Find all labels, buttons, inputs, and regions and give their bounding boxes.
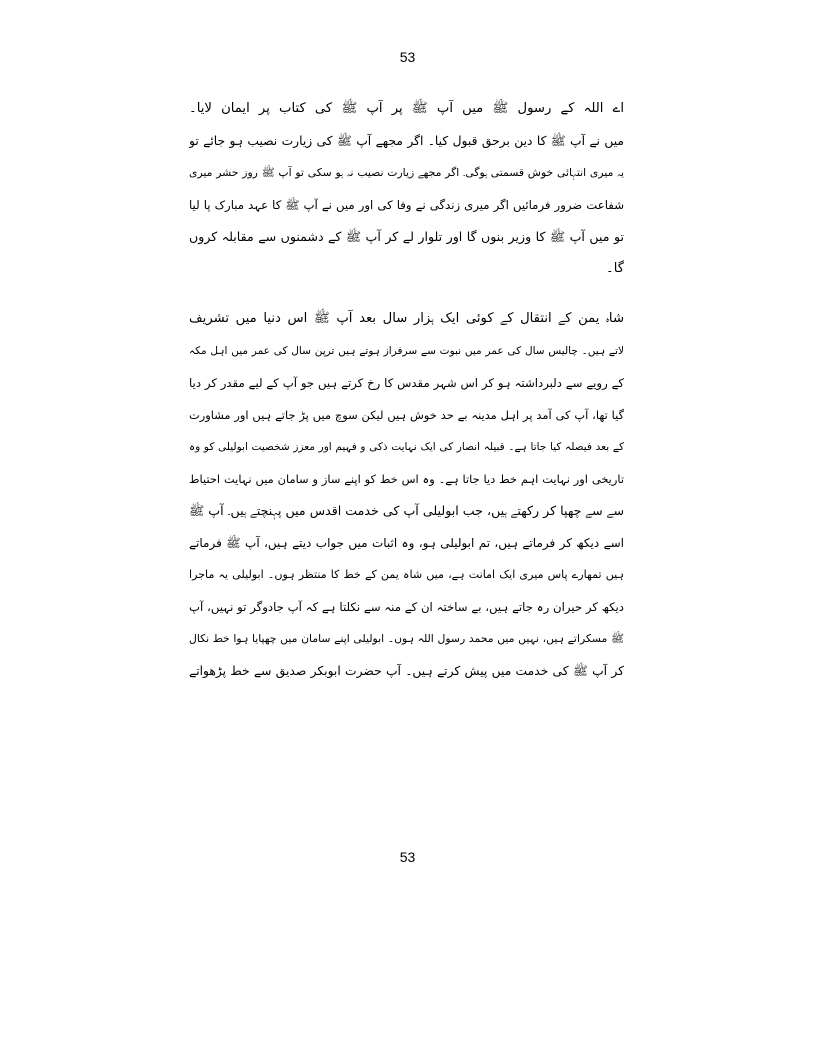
page-number-top: 53	[399, 49, 416, 65]
paragraph-2	[189, 303, 624, 687]
text-line: شفاعت ضرور فرمائیں اگر میری زندگی نے وفا کی اور میں نے آپ ﷺ کا عہد مبارک پا لیا	[189, 198, 624, 212]
text-line: تو میں آپ ﷺ کا وزیر بنوں گا اور تلوار لے کر آپ ﷺ کے دشمنوں سے مقابلہ کروں	[189, 229, 624, 244]
text-line: کے رویے سے دلبرداشتہ ہو کر اس شہر مقدس کا رخ کرتے ہیں جو آپ کے لیے مقدر کر دیا	[189, 376, 624, 390]
text-line: دیکھ کر حیران رہ جاتے ہیں، بے ساختہ ان کے منہ سے نکلتا ہے کہ آپ جادوگر تو نہیں، آپ	[189, 600, 624, 614]
text-line: یہ میری انتہائی خوش قسمتی ہوگی۔ اگر مجھے زیارت نصیب نہ ہو سکی تو آپ ﷺ روز حشر میری	[189, 166, 624, 179]
text-line: گیا تھا، آپ کی آمد پر اہل مدینہ بے حد خوش ہیں لیکن سوچ میں پڑ جاتے ہیں اور مشاورت	[189, 408, 624, 422]
text-line: لاتے ہیں۔ چالیس سال کی عمر میں نبوت سے سرفراز ہوتے ہیں ترپن سال کی عمر میں اہل مکہ	[189, 345, 624, 357]
paragraph-1	[189, 93, 624, 285]
text-line: اسے دیکھ کر فرماتے ہیں، تم ابولیلی ہو، وہ اثبات میں جواب دیتے ہیں، آپ ﷺ فرماتے	[189, 536, 624, 550]
text-line: اے اللہ کے رسول ﷺ میں آپ ﷺ پر آپ ﷺ کی کتاب پر ایمان لایا۔	[189, 101, 624, 116]
text-line: کر آپ ﷺ کی خدمت میں پیش کرتے ہیں۔ آپ حضرت ابوبکر صدیق سے خط پڑھواتے	[189, 664, 624, 678]
page-number-bottom: 53	[399, 849, 416, 865]
text-line: تاریخی اور نہایت اہم خط دیا جاتا ہے۔ وہ اس خط کو اپنے ساز و سامان میں نہایت احتیاط	[189, 472, 624, 486]
text-line: گا۔	[605, 261, 624, 276]
text-line: کے بعد فیصلہ کیا جاتا ہے۔ قبیلہ انصار کی ایک نہایت ذکی و فہیم اور معزز شخصیت ابولیلی کو وہ	[189, 441, 624, 453]
text-line: میں نے آپ ﷺ کا دین برحق قبول کیا۔ اگر مجھے آپ ﷺ کی زیارت نصیب ہو جائے تو	[189, 134, 624, 148]
text-line: ﷺ مسکراتے ہیں، نہیں میں محمد رسول اللہ ہوں۔ ابولیلی اپنے سامان میں چھپایا ہوا خط نکال	[189, 632, 624, 645]
text-line: شاہ یمن کے انتقال کے کوئی ایک ہزار سال بعد آپ ﷺ اس دنیا میں تشریف	[189, 311, 624, 326]
text-line: ہیں تمھارے پاس میری ایک امانت ہے، میں شاہ یمن کے خط کا منتظر ہوں۔ ابولیلی یہ ماجرا	[189, 568, 624, 581]
text-line: سے سے چھپا کر رکھتے ہیں، جب ابولیلی آپ کی خدمت اقدس میں پہنچتے ہیں۔ آپ ﷺ	[189, 503, 624, 518]
